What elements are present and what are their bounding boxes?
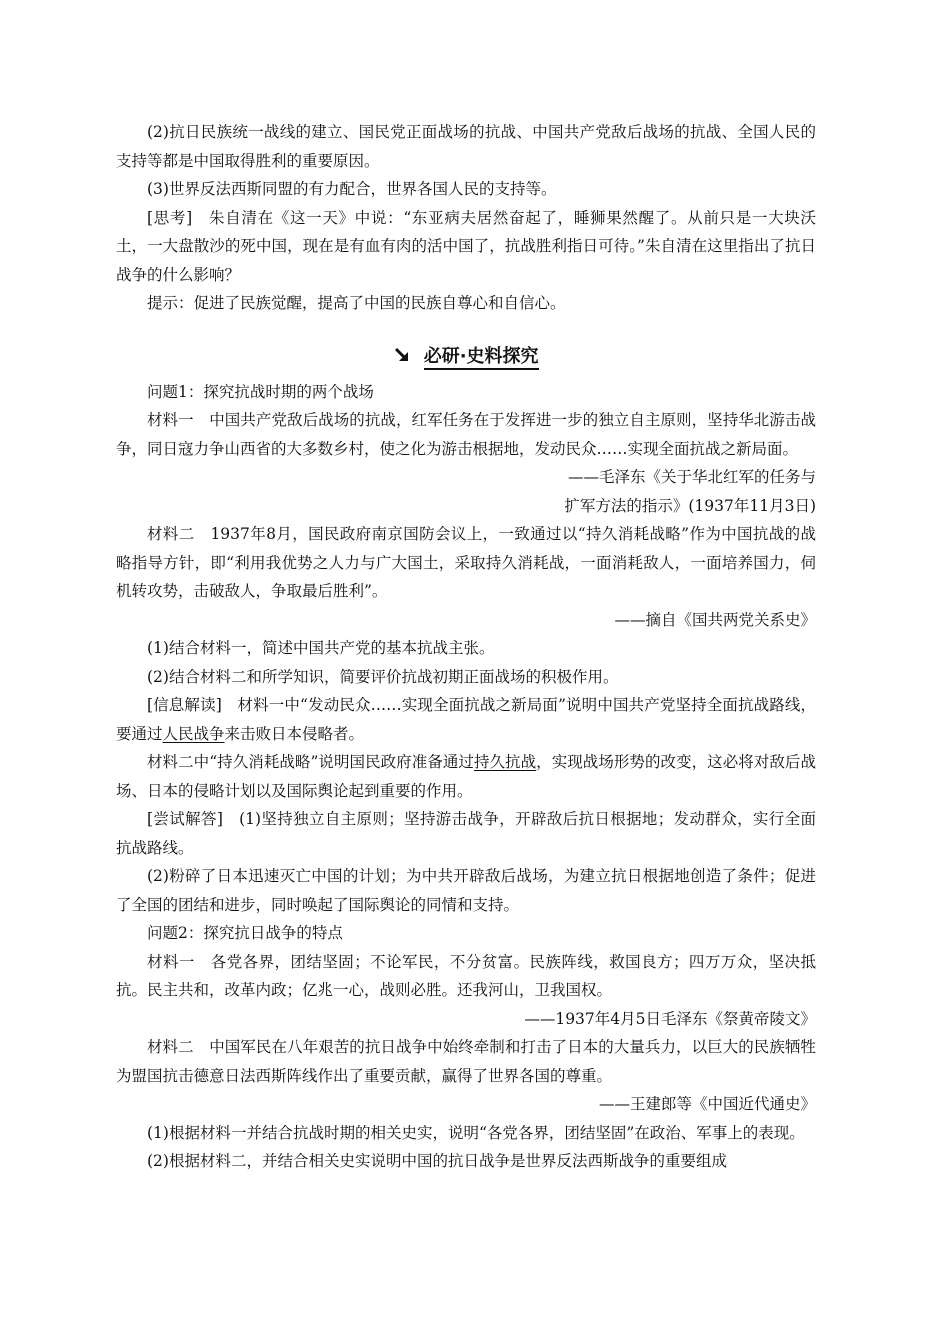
info-reading-2-text-a: 材料二中“持久消耗战略”说明国民政府准备通过 xyxy=(147,753,474,771)
question-2-title: 问题2：探究抗日战争的特点 xyxy=(147,924,343,942)
paragraph-reason-2: (2)抗日民族统一战线的建立、国民党正面战场的抗战、中国共产党敌后战场的抗战、全国人民的支持等都是中国取得胜利的重要原因。 xyxy=(116,123,816,170)
question-1-material-2: 材料二 1937年8月，国民政府南京国防会议上，一致通过以“持久消耗战略”作为中国抗战的战略指导方针，即“利用我优势之人力与广大国土，采取持久消耗战，一面消耗敌人，一面培养国力，伺机转攻势，击破敌人，争取最后胜利”。 xyxy=(116,525,816,600)
paragraph-hint: 提示：促进了民族觉醒，提高了中国的民族自尊心和自信心。 xyxy=(147,294,566,312)
paragraph-reason-3: (3)世界反法西斯同盟的有力配合，世界各国人民的支持等。 xyxy=(147,180,557,198)
question-2-subquestion-2: (2)根据材料二，并结合相关史实说明中国的抗日战争是世界反法西斯战争的重要组成 xyxy=(147,1152,727,1170)
info-reading-2-text-b: ，实现战场形势的改变，这必将对敌后战场、日本的侵略计划以及国际舆论起到重要的作用。 xyxy=(116,753,816,800)
question-1-subquestion-1: (1)结合材料一，简述中国共产党的基本抗战主张。 xyxy=(147,639,495,657)
question-1-subquestion-2: (2)结合材料二和所学知识，简要评价抗战初期正面战场的积极作用。 xyxy=(147,667,619,686)
paragraph-thinking-question: [思考] 朱自清在《这一天》中说：“东亚病夫居然奋起了，睡狮果然醒了。从前只是一大块沃土，一大盘散沙的死中国，现在是有血有肉的活中国了，抗战胜利指日可待。”朱自清在这里指出了抗日战争的什么影响？ xyxy=(116,208,816,284)
info-reading-text-a: [信息解读] 材料一中“发动民众……实现全面抗战之新局面”说明中国共产党坚持全面抗战路线，要通过 xyxy=(116,696,816,743)
question-1-title: 问题1：探究抗战时期的两个战场 xyxy=(147,382,374,401)
question-2-material-1-source: ——1937年4月5日毛泽东《祭黄帝陵文》 xyxy=(524,1009,816,1028)
arrow-down-right-icon xyxy=(393,346,411,364)
question-1-answer-2: (2)粉碎了日本迅速灭亡中国的计划；为中共开辟敌后战场，为建立抗日根据地创造了条件；促进了全国的团结和进步，同时唤起了国际舆论的同情和支持。 xyxy=(116,867,816,914)
question-1-material-2-source: ——摘自《国共两党关系史》 xyxy=(614,610,816,629)
question-2-material-2: 材料二 中国军民在八年艰苦的抗日战争中始终牵制和打击了日本的大量兵力，以巨大的民族牺牲为盟国抗击德意日法西斯阵线作出了重要贡献，赢得了世界各国的尊重。 xyxy=(116,1038,816,1085)
question-1-info-reading xyxy=(116,691,816,748)
section-heading-label: 必研·史料探究 xyxy=(424,346,539,370)
info-reading-underline-people-war: 人民战争 xyxy=(162,724,225,743)
info-reading-2-underline-protracted-war: 持久抗战 xyxy=(473,753,537,771)
question-1-info-reading-2 xyxy=(116,748,816,805)
question-2-subquestion-1: (1)根据材料一并结合抗战时期的相关史实，说明“各党各界，团结坚固”在政治、军事上的表现。 xyxy=(147,1123,805,1142)
question-2-material-2-source: ——王建郎等《中国近代通史》 xyxy=(598,1095,816,1113)
document-content xyxy=(116,118,816,1176)
section-heading xyxy=(116,340,816,374)
question-1-answer-1: [尝试解答] (1)坚持独立自主原则；坚持游击战争，开辟敌后抗日根据地；发动群众，实行全面抗战路线。 xyxy=(116,810,816,857)
info-reading-text-b: 来击败日本侵略者。 xyxy=(224,724,365,743)
question-1-material-1: 材料一 中国共产党敌后战场的抗战，红军任务在于发挥进一步的独立自主原则，坚持华北游击战争，同日寇力争山西省的大多数乡村，使之化为游击根据地，发动民众……实现全面抗战之新局面。 xyxy=(116,411,816,458)
question-1-material-1-source-line-1: ——毛泽东《关于华北红军的任务与 xyxy=(567,468,816,486)
question-2-material-1: 材料一 各党各界，团结坚固；不论军民，不分贫富。民族阵线，救国良方；四万万众，坚决抵抗。民主共和，改革内政；亿兆一心，战则必胜。还我河山，卫我国权。 xyxy=(116,952,816,999)
question-1-material-1-source-line-2: 扩军方法的指示》(1937年11月3日) xyxy=(564,496,816,515)
